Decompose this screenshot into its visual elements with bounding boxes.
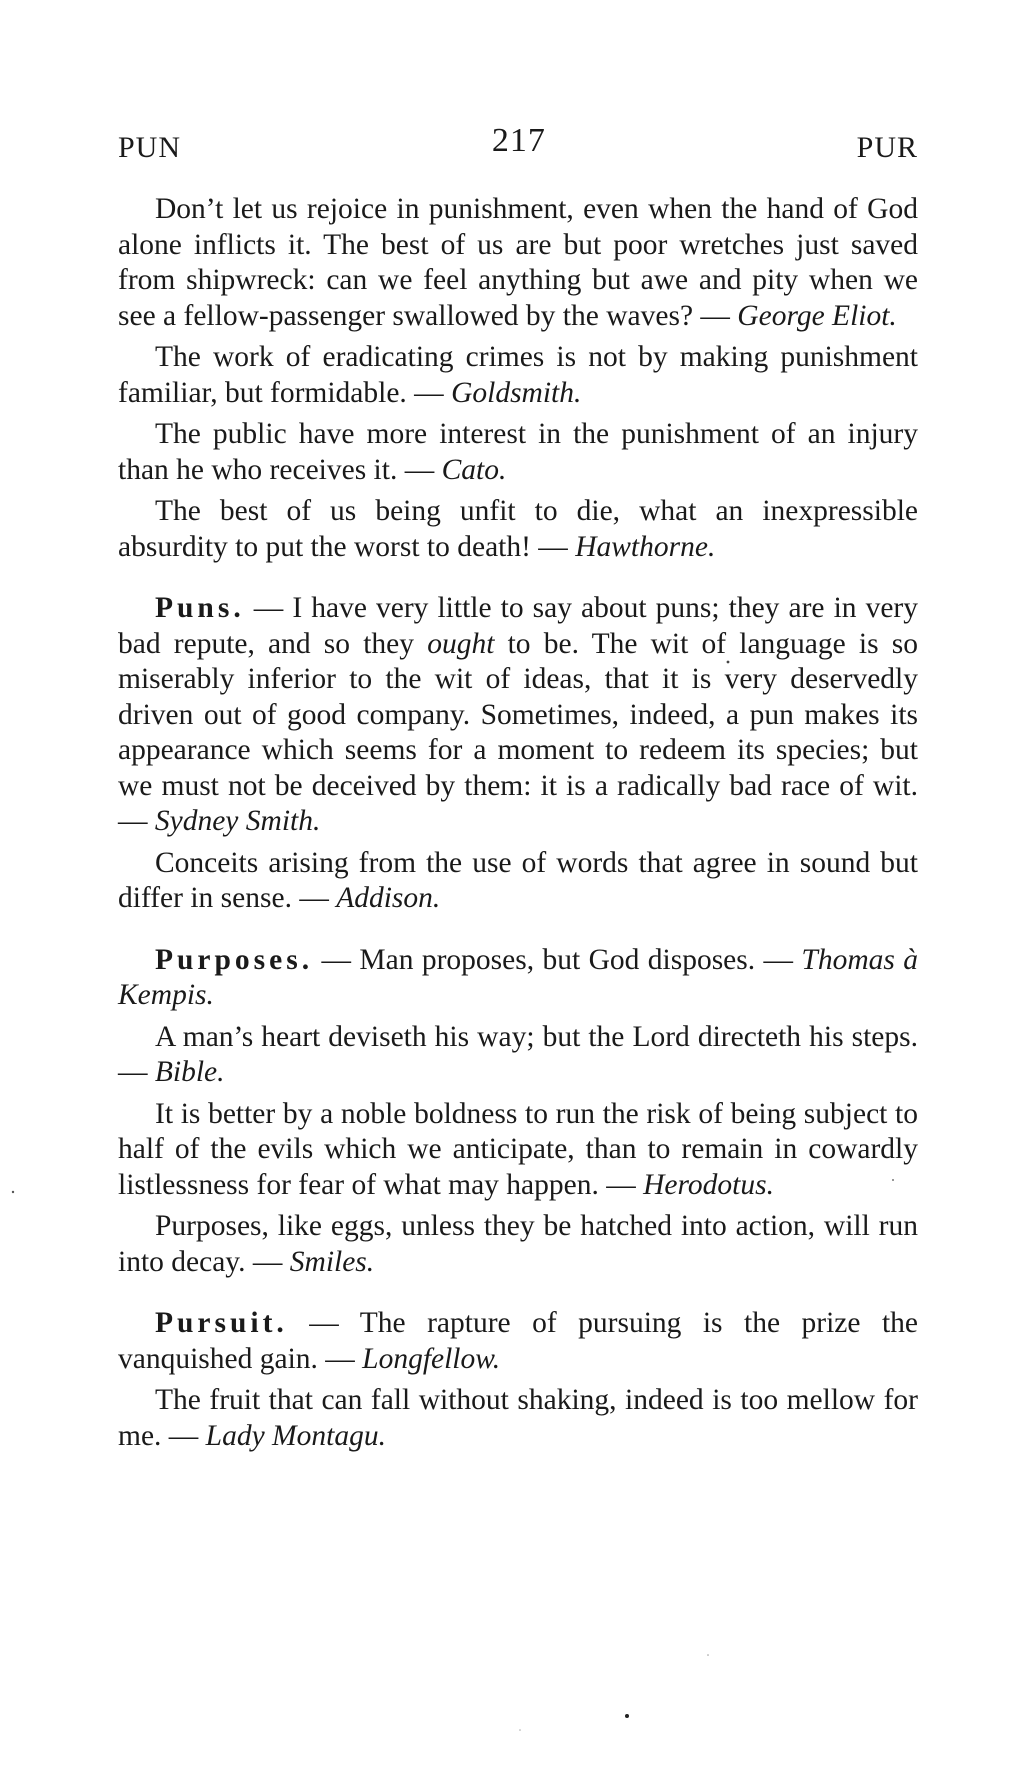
book-page (118, 122, 919, 1460)
quotation-author: Thomas à Kempis. (118, 943, 918, 1011)
running-head (118, 122, 918, 178)
quotation-entry (118, 340, 918, 411)
quotation-entry (118, 417, 918, 488)
quotation-author: Cato. (441, 453, 507, 486)
quotation-author: George Eliot. (737, 299, 897, 332)
topic-heading: Pursuit. (155, 1307, 288, 1339)
quotation-text: — I have very little to say about puns; they are in very bad repute, and so they (118, 592, 919, 660)
quotation-author: Hawthorne. (575, 530, 716, 563)
topic-heading: Puns. (155, 592, 245, 624)
quotation-text: The best of us being unfit to die, what an inexpressible absurdity to put the worst to death! — (118, 495, 918, 563)
running-head-right: PUR (856, 131, 918, 164)
quotation-author: Smiles. (289, 1245, 375, 1278)
ink-speck (707, 1654, 709, 1656)
quotation-text: — Man proposes, but God disposes. — (321, 943, 794, 976)
topic-entry-pursuit (118, 1306, 918, 1377)
topic-heading: Purposes. (155, 943, 314, 976)
quotation-entry (118, 1209, 918, 1280)
quotation-emphasis: ought (427, 627, 495, 660)
quotation-author: Addison. (336, 882, 441, 914)
quotation-entry (118, 846, 918, 917)
quotation-entry (118, 494, 918, 565)
quotation-text: The work of eradicating crimes is not by making punishment familiar, but formidable. — (118, 341, 918, 409)
quotation-author: Herodotus. (643, 1168, 774, 1201)
quotation-entry (118, 1020, 918, 1091)
quotation-entry (118, 192, 918, 334)
running-head-left: PUN (118, 131, 182, 164)
topic-entry-purposes (118, 943, 918, 1014)
quotation-author: Bible. (154, 1056, 225, 1088)
topic-entry-puns (118, 591, 918, 840)
quotation-author: Longfellow. (362, 1342, 501, 1375)
quotation-entry (118, 1383, 918, 1454)
ink-speck (12, 1191, 14, 1193)
quotation-text: — The rapture of pursuing is the prize the vanquished gain. — (118, 1307, 918, 1375)
ink-speck (519, 1729, 521, 1731)
quotation-text: It is better by a noble boldness to run the risk of being subject to half of the evils which we anticipate, than to remain in cowardly listlessness for fear of what may happen. — (118, 1097, 918, 1201)
quotation-text: Purposes, like eggs, unless they be hatched into action, will run into decay. — (118, 1210, 918, 1278)
page-number: 217 (491, 122, 546, 159)
quotation-text: The fruit that can fall without shaking, indeed is too mellow for me. — (118, 1384, 918, 1452)
quotation-author: Sydney Smith. (154, 805, 321, 837)
quotation-text: to be. The wit of language is so miserably inferior to the wit of ideas, that it is very deservedly driven out of good company. Sometimes, indeed, a pun makes its appearance which seems for a moment to redeem its species; but we must not be deceived by them: it is a radically bad race of wit. — (118, 627, 919, 837)
quotation-entry (118, 1097, 918, 1204)
quotation-text: Conceits arising from the use of words that agree in sound but differ in sense. — (118, 846, 918, 914)
ink-speck (625, 1714, 629, 1718)
quotation-text: Don’t let us rejoice in punishment, even when the hand of God alone inflicts it. The best of us are but poor wretches just saved from shipwreck: can we feel anything but awe and pity when we see a fellow-passenger swallowed by the waves? — (118, 193, 918, 332)
quotation-text: The public have more interest in the punishment of an injury than he who receives it. — (118, 418, 918, 486)
quotation-author: Goldsmith. (451, 376, 582, 409)
quotation-author: Lady Montagu. (205, 1419, 386, 1452)
page-body (118, 192, 918, 1454)
quotation-text: A man’s heart deviseth his way; but the Lord directeth his steps. — (118, 1020, 918, 1088)
